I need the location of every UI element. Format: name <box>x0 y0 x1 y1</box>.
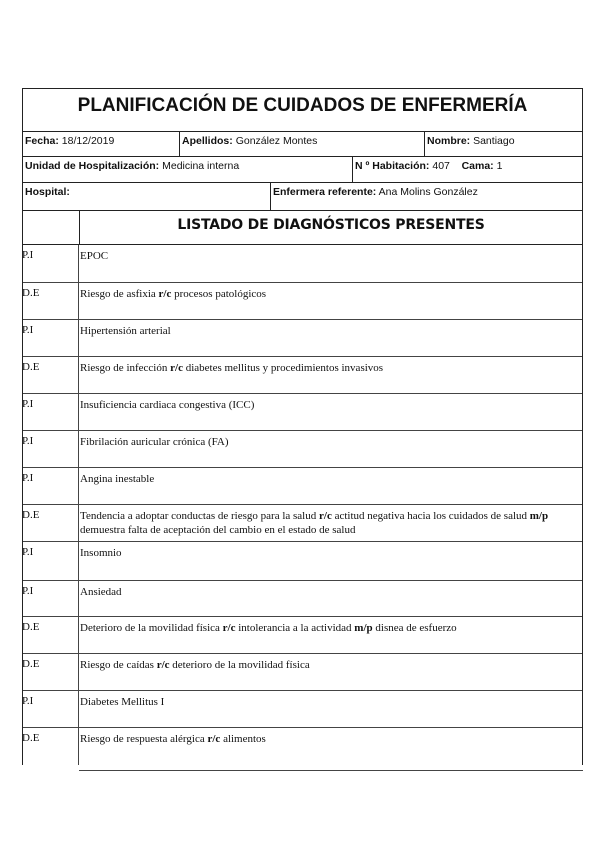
diagnosis-code: P.I <box>22 468 79 504</box>
diagnosis-phrase: Riesgo de caídas <box>80 659 157 671</box>
enfermera-value: Ana Molins González <box>378 186 478 198</box>
diagnosis-row <box>23 357 582 394</box>
diagnosis-text <box>79 581 582 616</box>
diagnosis-row <box>23 691 582 728</box>
info-row-patient <box>23 132 582 157</box>
diagnosis-text <box>79 542 582 580</box>
diagnosis-row <box>23 245 582 283</box>
diagnosis-row <box>23 320 582 357</box>
diagnosis-text <box>79 505 582 541</box>
diagnosis-text <box>79 654 582 690</box>
diagnosis-code: P.I <box>22 431 79 467</box>
list-title: LISTADO DE DIAGNÓSTICOS PRESENTES <box>177 217 485 233</box>
diagnosis-phrase: Riesgo de respuesta alérgica <box>80 733 208 745</box>
diagnosis-phrase: Ansiedad <box>80 586 122 598</box>
diagnosis-connector: r/c <box>319 510 332 522</box>
cama-label: Cama: <box>461 160 494 172</box>
diagnosis-phrase: EPOC <box>80 250 109 262</box>
info-row-unit <box>23 157 582 183</box>
diagnosis-text <box>79 320 582 356</box>
diagnosis-row <box>23 617 582 654</box>
list-header-spacer <box>23 211 80 244</box>
diagnosis-phrase: actitud negativa hacia los cuidados de salud <box>331 510 530 522</box>
nombre-cell <box>425 132 582 156</box>
list-header-row <box>23 211 582 245</box>
diagnosis-phrase: Deterioro de la movilidad física <box>80 622 223 634</box>
enfermera-label: Enfermera referente: <box>273 186 377 198</box>
diagnosis-connector: r/c <box>156 659 170 671</box>
diagnosis-connector: r/c <box>207 733 221 745</box>
cama-value: 1 <box>496 160 503 172</box>
care-plan-sheet <box>22 88 583 765</box>
diagnosis-phrase: procesos patológicos <box>171 288 267 300</box>
diagnosis-connector: m/p <box>529 510 549 522</box>
diagnosis-text <box>79 245 582 282</box>
diagnosis-text <box>79 394 582 430</box>
diagnosis-row <box>23 542 582 581</box>
habitacion-cell <box>353 157 582 182</box>
diagnosis-row <box>23 283 582 320</box>
diagnosis-list <box>23 245 582 765</box>
diagnosis-connector: r/c <box>158 288 172 300</box>
diagnosis-phrase: Riesgo de infección <box>80 362 171 374</box>
diagnosis-text <box>79 617 582 653</box>
nombre-value: Santiago <box>473 135 515 147</box>
hospital-label: Hospital: <box>25 186 70 198</box>
diagnosis-text <box>79 468 582 504</box>
diagnosis-row <box>23 431 582 468</box>
diagnosis-row <box>23 728 582 765</box>
page-title: PLANIFICACIÓN DE CUIDADOS DE ENFERMERÍA <box>23 89 582 132</box>
diagnosis-phrase: Fibrilación auricular crónica (FA) <box>80 436 229 448</box>
diagnosis-phrase: Riesgo de asfixia <box>80 288 159 300</box>
diagnosis-code: D.E <box>22 617 79 653</box>
unidad-value: Medicina interna <box>162 160 240 172</box>
diagnosis-code: P.I <box>22 581 79 616</box>
diagnosis-code: P.I <box>22 245 79 282</box>
diagnosis-code: P.I <box>22 394 79 430</box>
apellidos-value: González Montes <box>235 135 318 147</box>
diagnosis-connector: r/c <box>222 622 236 634</box>
nombre-label: Nombre: <box>427 135 471 147</box>
diagnosis-text <box>79 357 582 393</box>
apellidos-cell <box>180 132 425 156</box>
diagnosis-code: D.E <box>22 283 79 319</box>
diagnosis-row <box>23 581 582 617</box>
hospital-cell <box>23 183 271 210</box>
diagnosis-code: D.E <box>22 357 79 393</box>
diagnosis-phrase: alimentos <box>220 733 266 745</box>
diagnosis-text <box>79 691 582 727</box>
diagnosis-code: P.I <box>22 542 79 580</box>
diagnosis-text <box>79 431 582 467</box>
diagnosis-phrase: Insuficiencia cardiaca congestiva (ICC) <box>80 399 255 411</box>
diagnosis-phrase: intolerancia a la actividad <box>235 622 355 634</box>
diagnosis-phrase: deterioro de la movilidad física <box>169 659 310 671</box>
diagnosis-phrase: Hipertensión arterial <box>80 325 171 337</box>
diagnosis-code: D.E <box>22 654 79 690</box>
diagnosis-text <box>79 728 582 765</box>
unidad-label: Unidad de Hospitalización: <box>25 160 160 172</box>
diagnosis-code: P.I <box>22 691 79 727</box>
diagnosis-row <box>23 654 582 691</box>
info-row-hospital <box>23 183 582 211</box>
enfermera-cell <box>271 183 582 210</box>
diagnosis-connector: m/p <box>354 622 373 634</box>
diagnosis-code: D.E <box>22 728 79 765</box>
diagnosis-phrase: Diabetes Mellitus I <box>80 696 165 708</box>
diagnosis-phrase: Insomnio <box>80 547 122 559</box>
diagnosis-phrase: Angina inestable <box>80 473 155 485</box>
diagnosis-code: P.I <box>22 320 79 356</box>
habitacion-label: N º Habitación: <box>355 160 430 172</box>
apellidos-label: Apellidos: <box>182 135 233 147</box>
fecha-value: 18/12/2019 <box>61 135 115 147</box>
diagnosis-phrase: diabetes mellitus y procedimientos invasivos <box>182 362 384 374</box>
table-bottom-line <box>79 770 583 771</box>
diagnosis-code: D.E <box>22 505 79 541</box>
diagnosis-text <box>79 283 582 319</box>
unidad-cell <box>23 157 353 182</box>
diagnosis-row <box>23 468 582 505</box>
diagnosis-row <box>23 394 582 431</box>
diagnosis-phrase: Tendencia a adoptar conductas de riesgo para la salud <box>80 510 319 522</box>
diagnosis-phrase: demuestra falta de aceptación del cambio en el estado de salud <box>80 524 356 536</box>
habitacion-value: 407 <box>432 160 450 172</box>
diagnosis-phrase: disnea de esfuerzo <box>372 622 457 634</box>
diagnosis-row <box>23 505 582 542</box>
fecha-cell <box>23 132 180 156</box>
fecha-label: Fecha: <box>25 135 59 147</box>
diagnosis-connector: r/c <box>170 362 183 374</box>
